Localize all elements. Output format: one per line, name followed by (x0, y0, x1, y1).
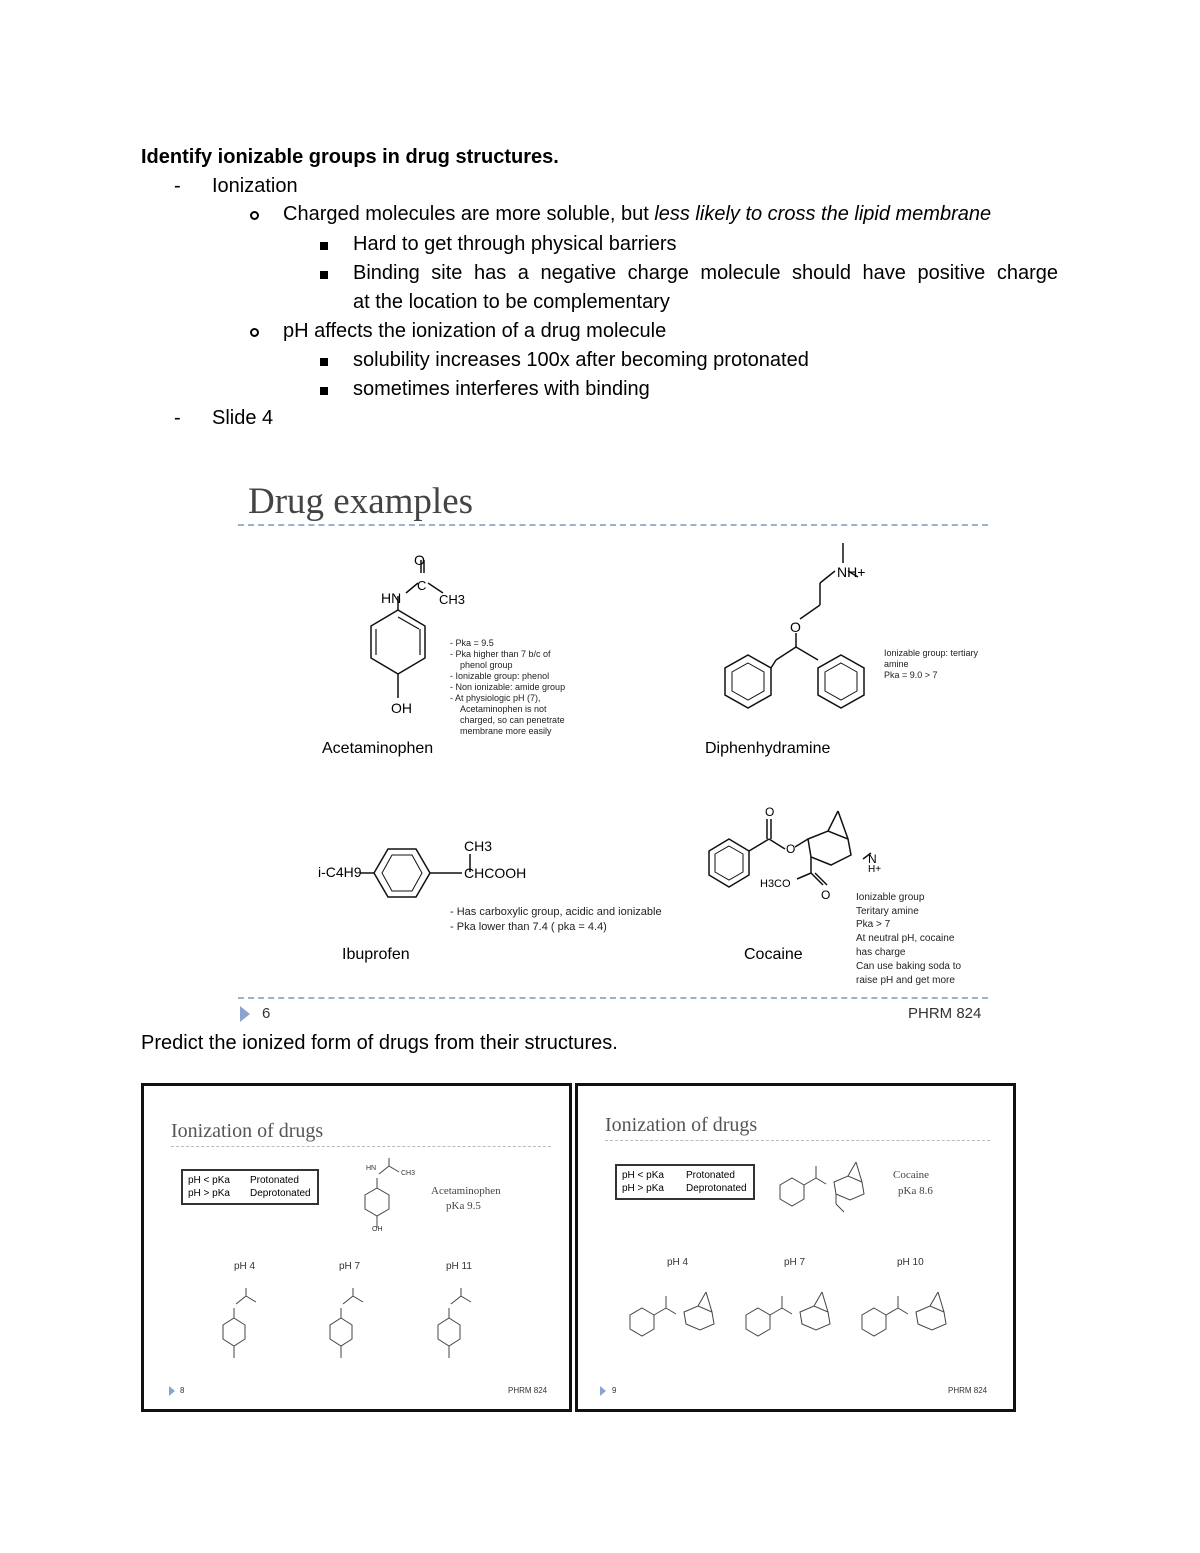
slide-drug-examples: Drug examples O HN C CH3 OH Acetaminophen - Pka = 9.5 - Pka higher than 7 b/c of phenol group - Ionizable group: phenol - Non ionizable: amide group - At physiologic pH (7), Acetaminophen is not charged, so can penetrate membrane more easily NH+ O Diphenhydramine Ionizable group: tertiary amine Pka = 9.0 > 7 i-C4H9 CH3 CHCOOH Ibuprofen - Has carboxylic group, acidic and ionizable - Pka lower than 7.4 ( pka = 4.4) O O O N H+ H3CO Cocaine Ionizable group Teritary amine Pka > 7 At neutral pH, cocaine has charge Can use baking soda to raise pH and get more 6 PHRM 824 (238, 470, 990, 1030)
triangle-icon (600, 1386, 606, 1396)
course-code: PHRM 824 (508, 1386, 548, 1395)
atom-chcooh: CHCOOH (464, 865, 527, 881)
item-binding-cont: at the location to be complementary (353, 291, 670, 313)
item-binding: Binding site has a negative charge molecule should have positive charge (353, 262, 1058, 284)
drug-name-ibuprofen: Ibuprofen (342, 946, 410, 963)
item-ph-affects: pH affects the ionization of a drug molecule (283, 320, 667, 342)
atom-c: C (417, 578, 427, 593)
atom-h3co: H3CO (760, 878, 791, 890)
atom-h: H+ (868, 864, 882, 875)
drug-pka: pKa 9.5 (446, 1200, 481, 1212)
ph-label: pH 10 (897, 1257, 924, 1268)
slide-title: Ionization of drugs (171, 1120, 324, 1142)
heading-identify: Identify ionizable groups in drug structures. (141, 146, 559, 168)
charged-italic: less likely to cross the lipid membrane (654, 203, 992, 225)
ph-label: pH 4 (234, 1261, 256, 1272)
atom-n: N (868, 852, 877, 866)
item-slide4: Slide 4 (212, 407, 274, 429)
footer-divider (238, 997, 988, 999)
ph-rule-box: pH < pKa Protonated pH > pKa Deprotonated (615, 1164, 755, 1200)
item-charged (283, 200, 991, 229)
drug-name: Acetaminophen (431, 1185, 501, 1197)
item-hard: Hard to get through physical barriers (353, 233, 677, 255)
heading-predict: Predict the ionized form of drugs from their structures. (141, 1032, 618, 1054)
circle-bullet (250, 317, 259, 346)
atom-ch3: CH3 (464, 838, 493, 854)
drug-pka: pKa 8.6 (898, 1185, 933, 1197)
slide-ionization-cocaine (575, 1083, 1016, 1412)
atom-nh: NH+ (837, 564, 866, 580)
square-bullet (320, 346, 328, 375)
atom-o-carbonyl: O (765, 805, 775, 819)
charged-text: Charged molecules are more soluble, but (283, 203, 655, 225)
drug-name-acetaminophen: Acetaminophen (322, 740, 434, 757)
cocaine-structure (703, 805, 873, 910)
atom-ibutyl: i-C4H9 (318, 864, 362, 880)
circle-bullet (250, 200, 259, 229)
triangle-icon (240, 1006, 250, 1022)
course-code: PHRM 824 (948, 1386, 988, 1395)
square-bullet (320, 230, 328, 259)
acetaminophen-ph-series (214, 1286, 544, 1371)
square-bullet (320, 259, 328, 288)
atom-o: O (414, 552, 425, 568)
drug-name-diphenhydramine: Diphenhydramine (705, 740, 831, 757)
drug-name: Cocaine (893, 1169, 930, 1181)
atom-o: O (790, 619, 801, 635)
title-divider (605, 1140, 990, 1141)
ph-rule-box: pH < pKa Protonated pH > pKa Deprotonated (181, 1169, 319, 1205)
cocaine-structure (776, 1156, 886, 1216)
course-code: PHRM 824 (908, 1005, 982, 1022)
atom-hn: HN (381, 590, 402, 606)
slide-number: 9 (612, 1386, 617, 1395)
slide-number: 6 (262, 1005, 271, 1022)
cocaine-ph-series (626, 1286, 986, 1346)
slide-ionization-acetaminophen: Ionization of drugs pH < pKa Protonated pH > pKa Deprotonated HN CH3 OH Acetaminophen pKa 9.5 pH 4 pH 7 pH 11 8 PHRM 824 (141, 1083, 572, 1412)
ph-label: pH 7 (339, 1261, 361, 1272)
dash-bullet: - (174, 407, 181, 429)
triangle-icon (169, 1386, 175, 1396)
item-solubility: solubility increases 100x after becoming protonated (353, 349, 809, 371)
atom-oh: OH (391, 700, 412, 716)
slide-title: Drug examples (248, 481, 474, 522)
item-ionization: Ionization (212, 175, 298, 197)
slide-number: 8 (180, 1386, 185, 1395)
atom-o-methyl: O (821, 888, 831, 902)
square-bullet (320, 375, 328, 404)
drug-name-cocaine: Cocaine (744, 946, 803, 963)
ph-label: pH 4 (667, 1257, 689, 1268)
dash-bullet: - (174, 175, 181, 197)
title-divider (238, 524, 988, 526)
ph-label: pH 11 (446, 1261, 472, 1272)
atom-o-ester: O (786, 842, 796, 856)
item-sometimes: sometimes interferes with binding (353, 378, 650, 400)
title-divider (171, 1146, 551, 1147)
ibuprofen-structure (358, 845, 468, 905)
atom-ch3: CH3 (439, 592, 466, 607)
ph-label: pH 7 (784, 1257, 806, 1268)
slide-title: Ionization of drugs (605, 1114, 758, 1136)
